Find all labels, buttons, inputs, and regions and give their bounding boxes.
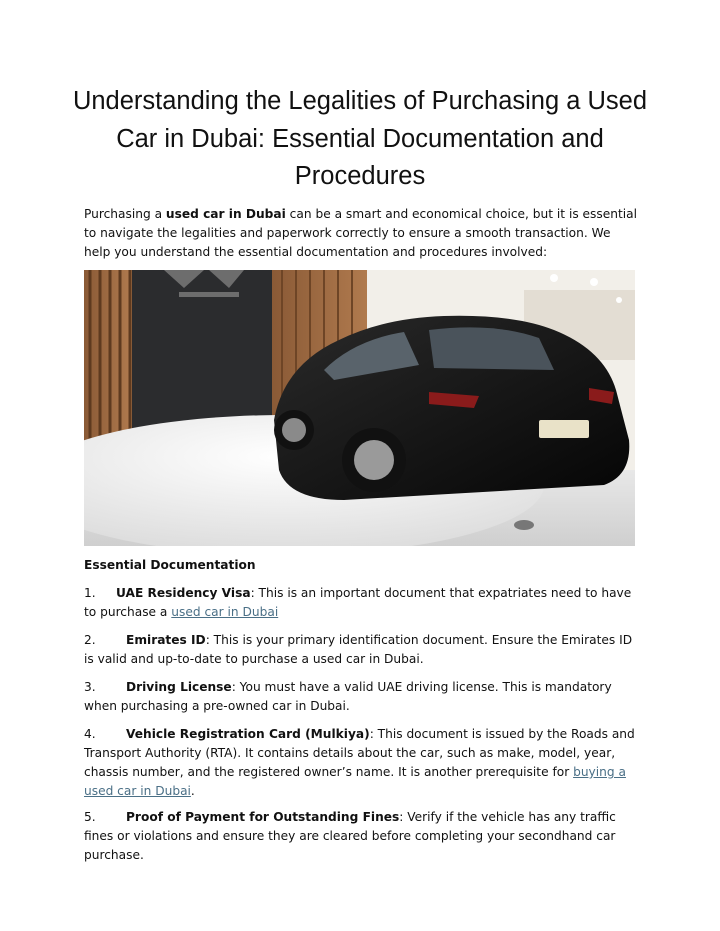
list-item-bold: Emirates ID: [126, 633, 206, 647]
list-number: 3.: [84, 680, 96, 694]
list-number: 2.: [84, 633, 96, 647]
intro-paragraph: [84, 205, 640, 262]
list-item-after: .: [190, 784, 195, 798]
car-photo-icon: [84, 270, 635, 546]
list-item-text: : Verify if the vehicle has any traffic fines or violations and ensure they are cleared before completing your secondhand car purchase.: [84, 810, 616, 862]
list-number: 1.: [84, 586, 96, 600]
list-item: [84, 808, 640, 865]
list-item-bold: Driving License: [126, 680, 232, 694]
list-item-bold: Vehicle Registration Card (Mulkiya): [126, 727, 370, 741]
list-item-bold: UAE Residency Visa: [116, 586, 251, 600]
list-item: [84, 678, 640, 716]
page-title: Understanding the Legalities of Purchasing a Used Car in Dubai: Essential Documentation and Procedures: [72, 87, 648, 190]
intro-suffix: can be a smart and economical choice, but it is essential to navigate the legalities and paperwork correctly to ensure a smooth transaction. We help you understand the essential documentation and procedures involved:: [84, 207, 638, 259]
list-item-text: : This is your primary identification document. Ensure the Emirates ID is valid and up-to-date to purchase a used car in Dubai.: [84, 633, 633, 666]
buying-used-car-link[interactable]: buying a used car in Dubai: [84, 765, 626, 798]
list-item-text: : This document is issued by the Roads and Transport Authority (RTA). It contains details about the car, such as make, model, year, chassis number, and the registered owner’s name. It is another prerequisite for: [84, 727, 635, 779]
list-item-bold: Proof of Payment for Outstanding Fines: [126, 810, 400, 824]
car-photo: [84, 270, 635, 546]
list-number: 5.: [84, 810, 96, 824]
list-item: [84, 725, 640, 801]
used-car-link[interactable]: used car in Dubai: [171, 605, 279, 619]
section-title: Essential Documentation: [84, 558, 256, 572]
intro-bold: used car in Dubai: [165, 207, 286, 221]
list-number: 4.: [84, 727, 96, 741]
list-item: [84, 631, 640, 669]
intro-prefix: Purchasing a: [84, 207, 166, 221]
list-item-text: : You must have a valid UAE driving license. This is mandatory when purchasing a pre-owned car in Dubai.: [84, 680, 612, 713]
list-item: [84, 584, 640, 622]
list-item-text: : This is an important document that expatriates need to have to purchase a: [84, 586, 632, 619]
